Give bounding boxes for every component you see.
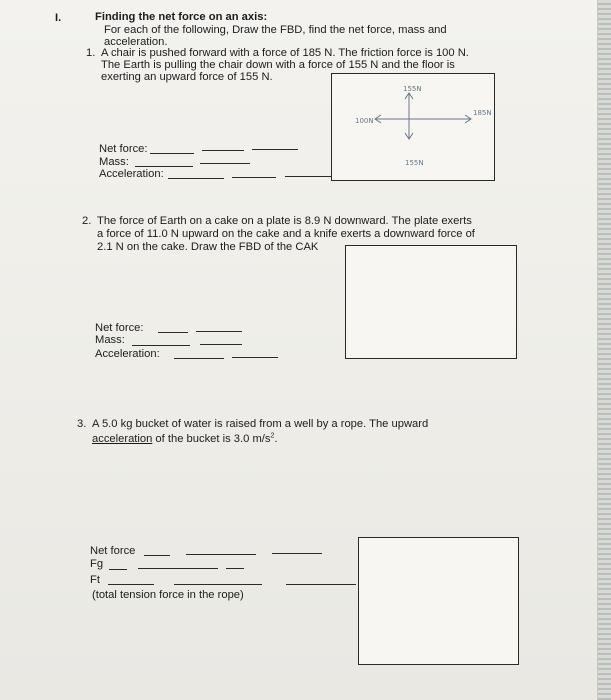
problem-2-mass-blank-1[interactable]: [132, 345, 190, 346]
page-edge-binding: [597, 0, 611, 700]
problem-3-net-force-blank-1[interactable]: [144, 555, 170, 556]
problem-2-mass-label: Mass:: [95, 334, 125, 346]
sketch-label-right: 185N: [473, 109, 492, 117]
problem-1-mass-label: Mass:: [99, 156, 129, 168]
problem-1-line-2: The Earth is pulling the chair down with a force of 155 N and the floor is: [101, 59, 455, 71]
section-number: I.: [55, 12, 62, 24]
problem-3-net-force-blank-2[interactable]: [186, 554, 256, 555]
problem-2-line-2: a force of 11.0 N upward on the cake and a knife exerts a downward force of: [97, 228, 475, 240]
problem-1-line-1: A chair is pushed forward with a force of 185 N. The friction force is 100 N.: [101, 47, 469, 59]
problem-3-ft-blank-1[interactable]: [108, 584, 154, 585]
problem-3-ft-label: Ft: [90, 574, 100, 586]
problem-1-acceleration-blank-3[interactable]: [285, 176, 333, 177]
problem-2-net-force-blank-2[interactable]: [196, 331, 242, 332]
instruction-line-2: acceleration.: [104, 36, 168, 48]
problem-1-net-force-blank-2[interactable]: [202, 150, 244, 151]
problem-2-line-3: 2.1 N on the cake. Draw the FBD of the CAK: [97, 241, 319, 253]
problem-3-net-force-label: Net force: [90, 545, 136, 557]
problem-2-number: 2.: [82, 215, 92, 227]
problem-1-net-force-blank-3[interactable]: [252, 149, 298, 150]
problem-2-net-force-label: Net force:: [95, 322, 144, 334]
problem-1-net-force-label: Net force:: [99, 143, 148, 155]
problem-1-acceleration-blank-1[interactable]: [168, 178, 224, 179]
problem-1-number: 1.: [86, 47, 96, 59]
problem-3-fg-blank-1[interactable]: [109, 569, 127, 570]
sketch-label-down: 155N: [405, 159, 424, 167]
problem-2-acceleration-blank-2[interactable]: [232, 357, 278, 358]
problem-2-acceleration-blank-1[interactable]: [174, 358, 224, 359]
problem-3-net-force-blank-3[interactable]: [272, 553, 322, 554]
section-heading: Finding the net force on an axis:: [95, 11, 268, 23]
sketch-label-left: 100N: [355, 117, 374, 125]
problem-1-acceleration-label: Acceleration:: [99, 168, 164, 180]
problem-3-tension-note: (total tension force in the rope): [92, 589, 244, 601]
problem-2-line-1: The force of Earth on a cake on a plate is 8.9 N downward. The plate exerts: [97, 215, 472, 227]
problem-3-underlined-word: acceleration: [92, 433, 153, 445]
problem-3-period: .: [274, 433, 278, 445]
problem-3-line-2-rest: of the bucket is 3.0 m/s: [152, 433, 271, 445]
problem-1-mass-blank-2[interactable]: [200, 163, 250, 164]
problem-2-fbd-box[interactable]: [345, 245, 517, 359]
problem-1-line-3: exerting an upward force of 155 N.: [101, 71, 273, 83]
problem-3-fg-label: Fg: [90, 558, 104, 570]
problem-3-fg-blank-2[interactable]: [138, 568, 218, 569]
problem-3-fbd-box[interactable]: [358, 537, 519, 665]
instruction-line-1: For each of the following, Draw the FBD, find the net force, mass and: [104, 24, 447, 36]
problem-3-number: 3.: [77, 418, 87, 430]
problem-1-acceleration-blank-2[interactable]: [232, 177, 276, 178]
problem-3-ft-blank-2[interactable]: [174, 584, 262, 585]
problem-3-fg-blank-3[interactable]: [226, 568, 244, 569]
problem-3-exponent: 2: [270, 432, 275, 440]
problem-1-net-force-blank-1[interactable]: [150, 153, 194, 154]
problem-3-line-1: A 5.0 kg bucket of water is raised from a well by a rope. The upward: [92, 418, 429, 430]
problem-2-acceleration-label: Acceleration:: [95, 348, 160, 360]
problem-2-mass-blank-2[interactable]: [200, 344, 242, 345]
problem-1-mass-blank-1[interactable]: [135, 166, 193, 167]
problem-1-fbd-sketch: [331, 73, 496, 183]
problem-3-line-2: [92, 433, 278, 446]
sketch-label-up: 155N: [403, 85, 422, 93]
problem-3-ft-blank-3[interactable]: [286, 584, 356, 585]
problem-2-net-force-blank-1[interactable]: [158, 332, 188, 333]
